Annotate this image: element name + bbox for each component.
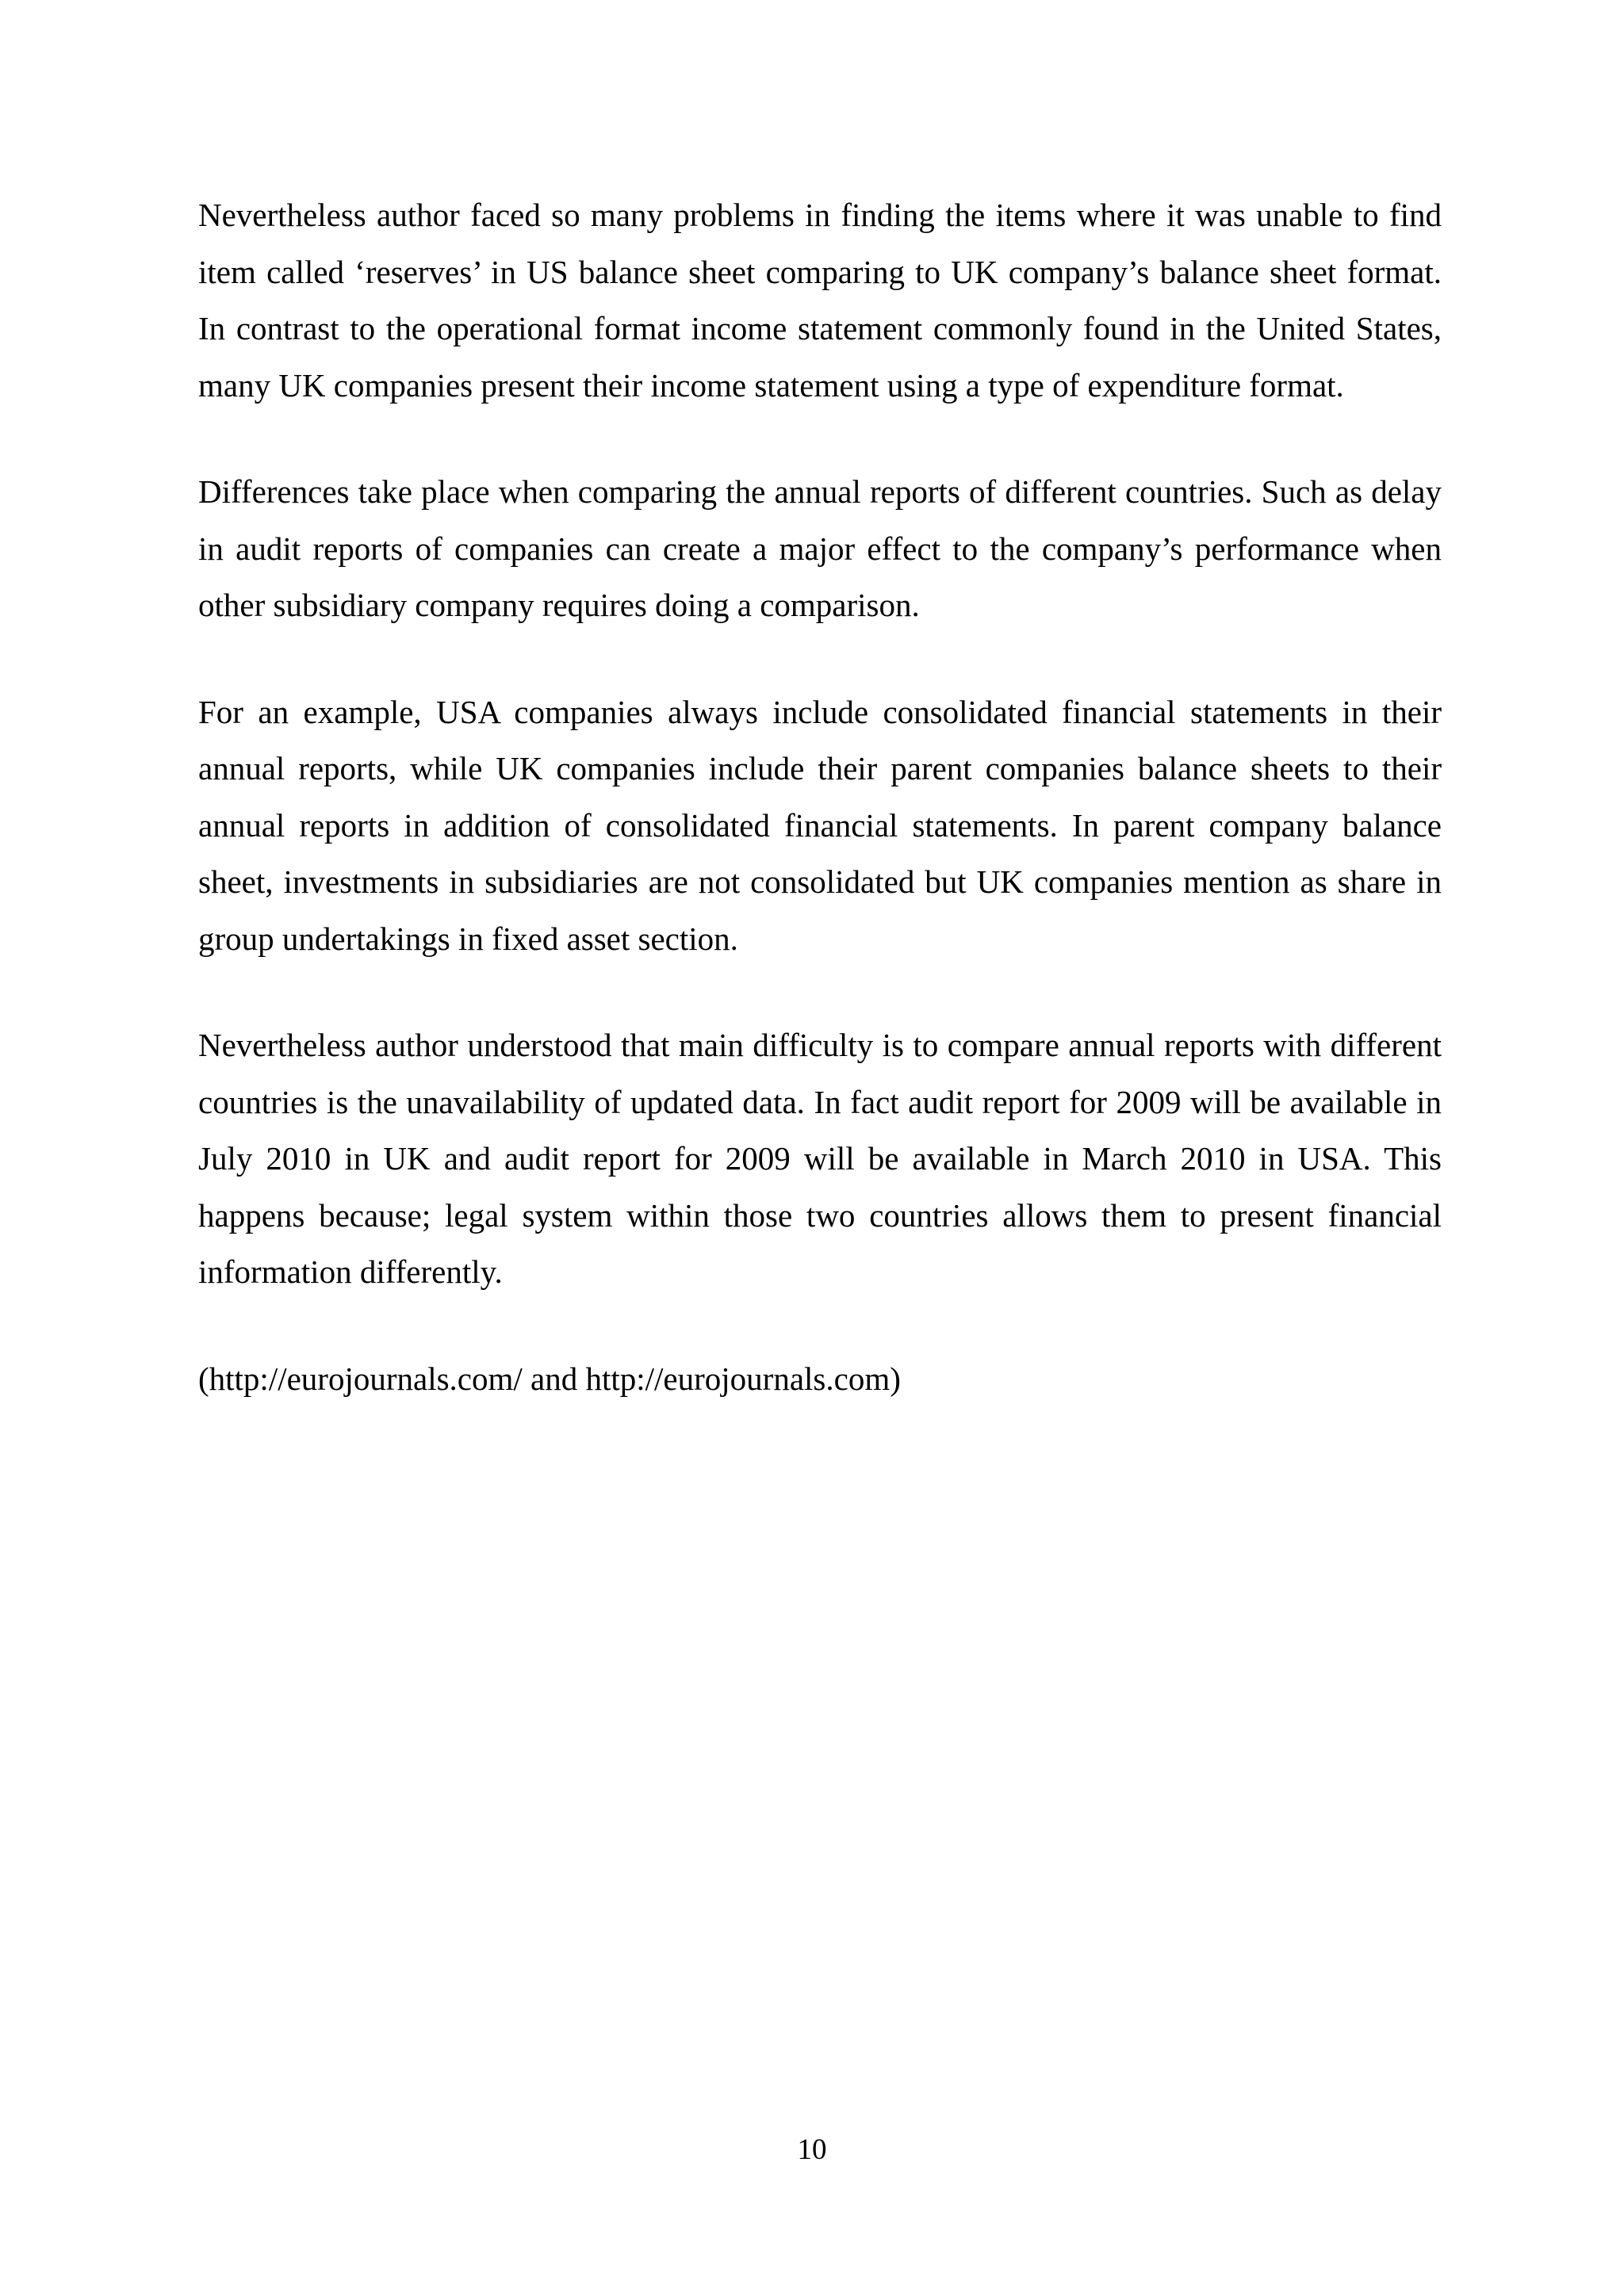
source-reference: (http://eurojournals.com/ and http://eurojournals.com) bbox=[198, 1360, 901, 1397]
paragraph-data-availability: Nevertheless author understood that main difficulty is to compare annual reports with different countries is the unavailability of updated data. In fact audit report for 2009 will be available in July 2010 in UK and audit report for 2009 will be available in March 2010 in USA. This happens because; legal system within those two countries allows them to present financial information differently. bbox=[198, 1027, 1442, 1290]
paragraph-reporting-format-differences: Nevertheless author faced so many problems in finding the items where it was unable to find item called ‘reserves’ in US balance sheet comparing to UK company’s balance sheet format. In contrast to the operational format income statement commonly found in the United States, many UK companies present their income statement using a type of expenditure format. bbox=[198, 197, 1442, 404]
page-number: 10 bbox=[797, 2133, 827, 2166]
paragraph-annual-report-differences: Differences take place when comparing the annual reports of different countries. Such as delay in audit reports of companies can create a major effect to the company’s performance when other subsidiary company requires doing a comparison. bbox=[198, 473, 1442, 623]
document-body bbox=[198, 187, 1442, 1407]
paragraph-consolidated-statements-example: For an example, USA companies always include consolidated financial statements in their annual reports, while UK companies include their parent companies balance sheets to their annual reports in addition of consolidated financial statements. In parent company balance sheet, investments in subsidiaries are not consolidated but UK companies mention as share in group undertakings in fixed asset section. bbox=[198, 693, 1442, 957]
